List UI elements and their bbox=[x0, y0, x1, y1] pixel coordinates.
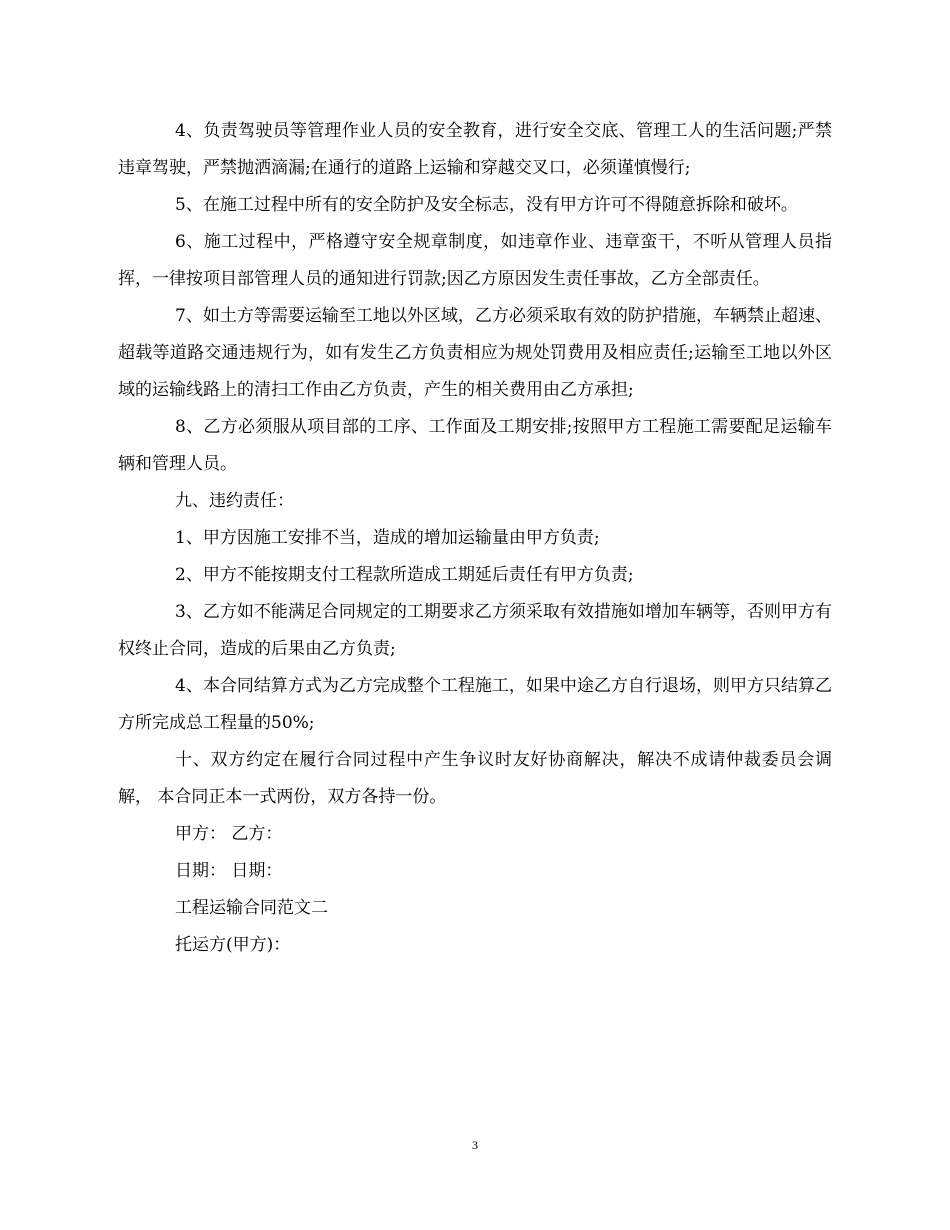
clause-8-scheduling: 8、乙方必须服从项目部的工序、工作面及工期安排;按照甲方工程施工需要配足运输车辆和管理人员。 bbox=[118, 417, 832, 474]
section-9-heading: 九、违约责任： bbox=[175, 491, 294, 511]
shipper-party-a: 托运方(甲方)： bbox=[175, 935, 291, 955]
signature-parties: 甲方： 乙方： bbox=[175, 824, 283, 844]
second-contract-title: 工程运输合同范文二 bbox=[175, 898, 328, 918]
section-10-dispute: 十、双方约定在履行合同过程中产生争议时友好协商解决，解决不成请仲裁委员会调解， 本合同正本一式两份，双方各持一份。 bbox=[118, 750, 832, 807]
signature-dates: 日期： 日期： bbox=[175, 861, 283, 881]
clause-7-earthwork-transport: 7、如土方等需要运输至工地以外区域，乙方必须采取有效的防护措施，车辆禁止超速、超载等道路交通违规行为，如有发生乙方负责相应为规处罚费用及相应责任;运输至工地以外区域的运输线路上的清扫工作由乙方负责，产生的相关费用由乙方承担; bbox=[118, 306, 832, 400]
clause-6-safety-rules: 6、施工过程中，严格遵守安全规章制度，如违章作业、违章蛮干，不听从管理人员指挥，一律按项目部管理人员的通知进行罚款;因乙方原因发生责任事故，乙方全部责任。 bbox=[118, 232, 832, 289]
breach-clause-4: 4、本合同结算方式为乙方完成整个工程施工，如果中途乙方自行退场，则甲方只结算乙方所完成总工程量的50%; bbox=[118, 676, 832, 733]
page-number: 3 bbox=[472, 1138, 478, 1152]
clause-5-safety-signs: 5、在施工过程中所有的安全防护及安全标志，没有甲方许可不得随意拆除和破坏。 bbox=[175, 195, 798, 215]
breach-clause-3: 3、乙方如不能满足合同规定的工期要求乙方须采取有效措施如增加车辆等，否则甲方有权终止合同，造成的后果由乙方负责; bbox=[118, 602, 832, 659]
breach-clause-1: 1、甲方因施工安排不当，造成的增加运输量由甲方负责; bbox=[175, 528, 600, 548]
breach-clause-2: 2、甲方不能按期支付工程款所造成工期延后责任有甲方负责; bbox=[175, 565, 634, 585]
clause-4-driver-safety: 4、负责驾驶员等管理作业人员的安全教育，进行安全交底、管理工人的生活问题;严禁违章驾驶，严禁抛洒滴漏;在通行的道路上运输和穿越交叉口，必须谨慎慢行; bbox=[118, 121, 832, 178]
document-body bbox=[118, 113, 832, 964]
